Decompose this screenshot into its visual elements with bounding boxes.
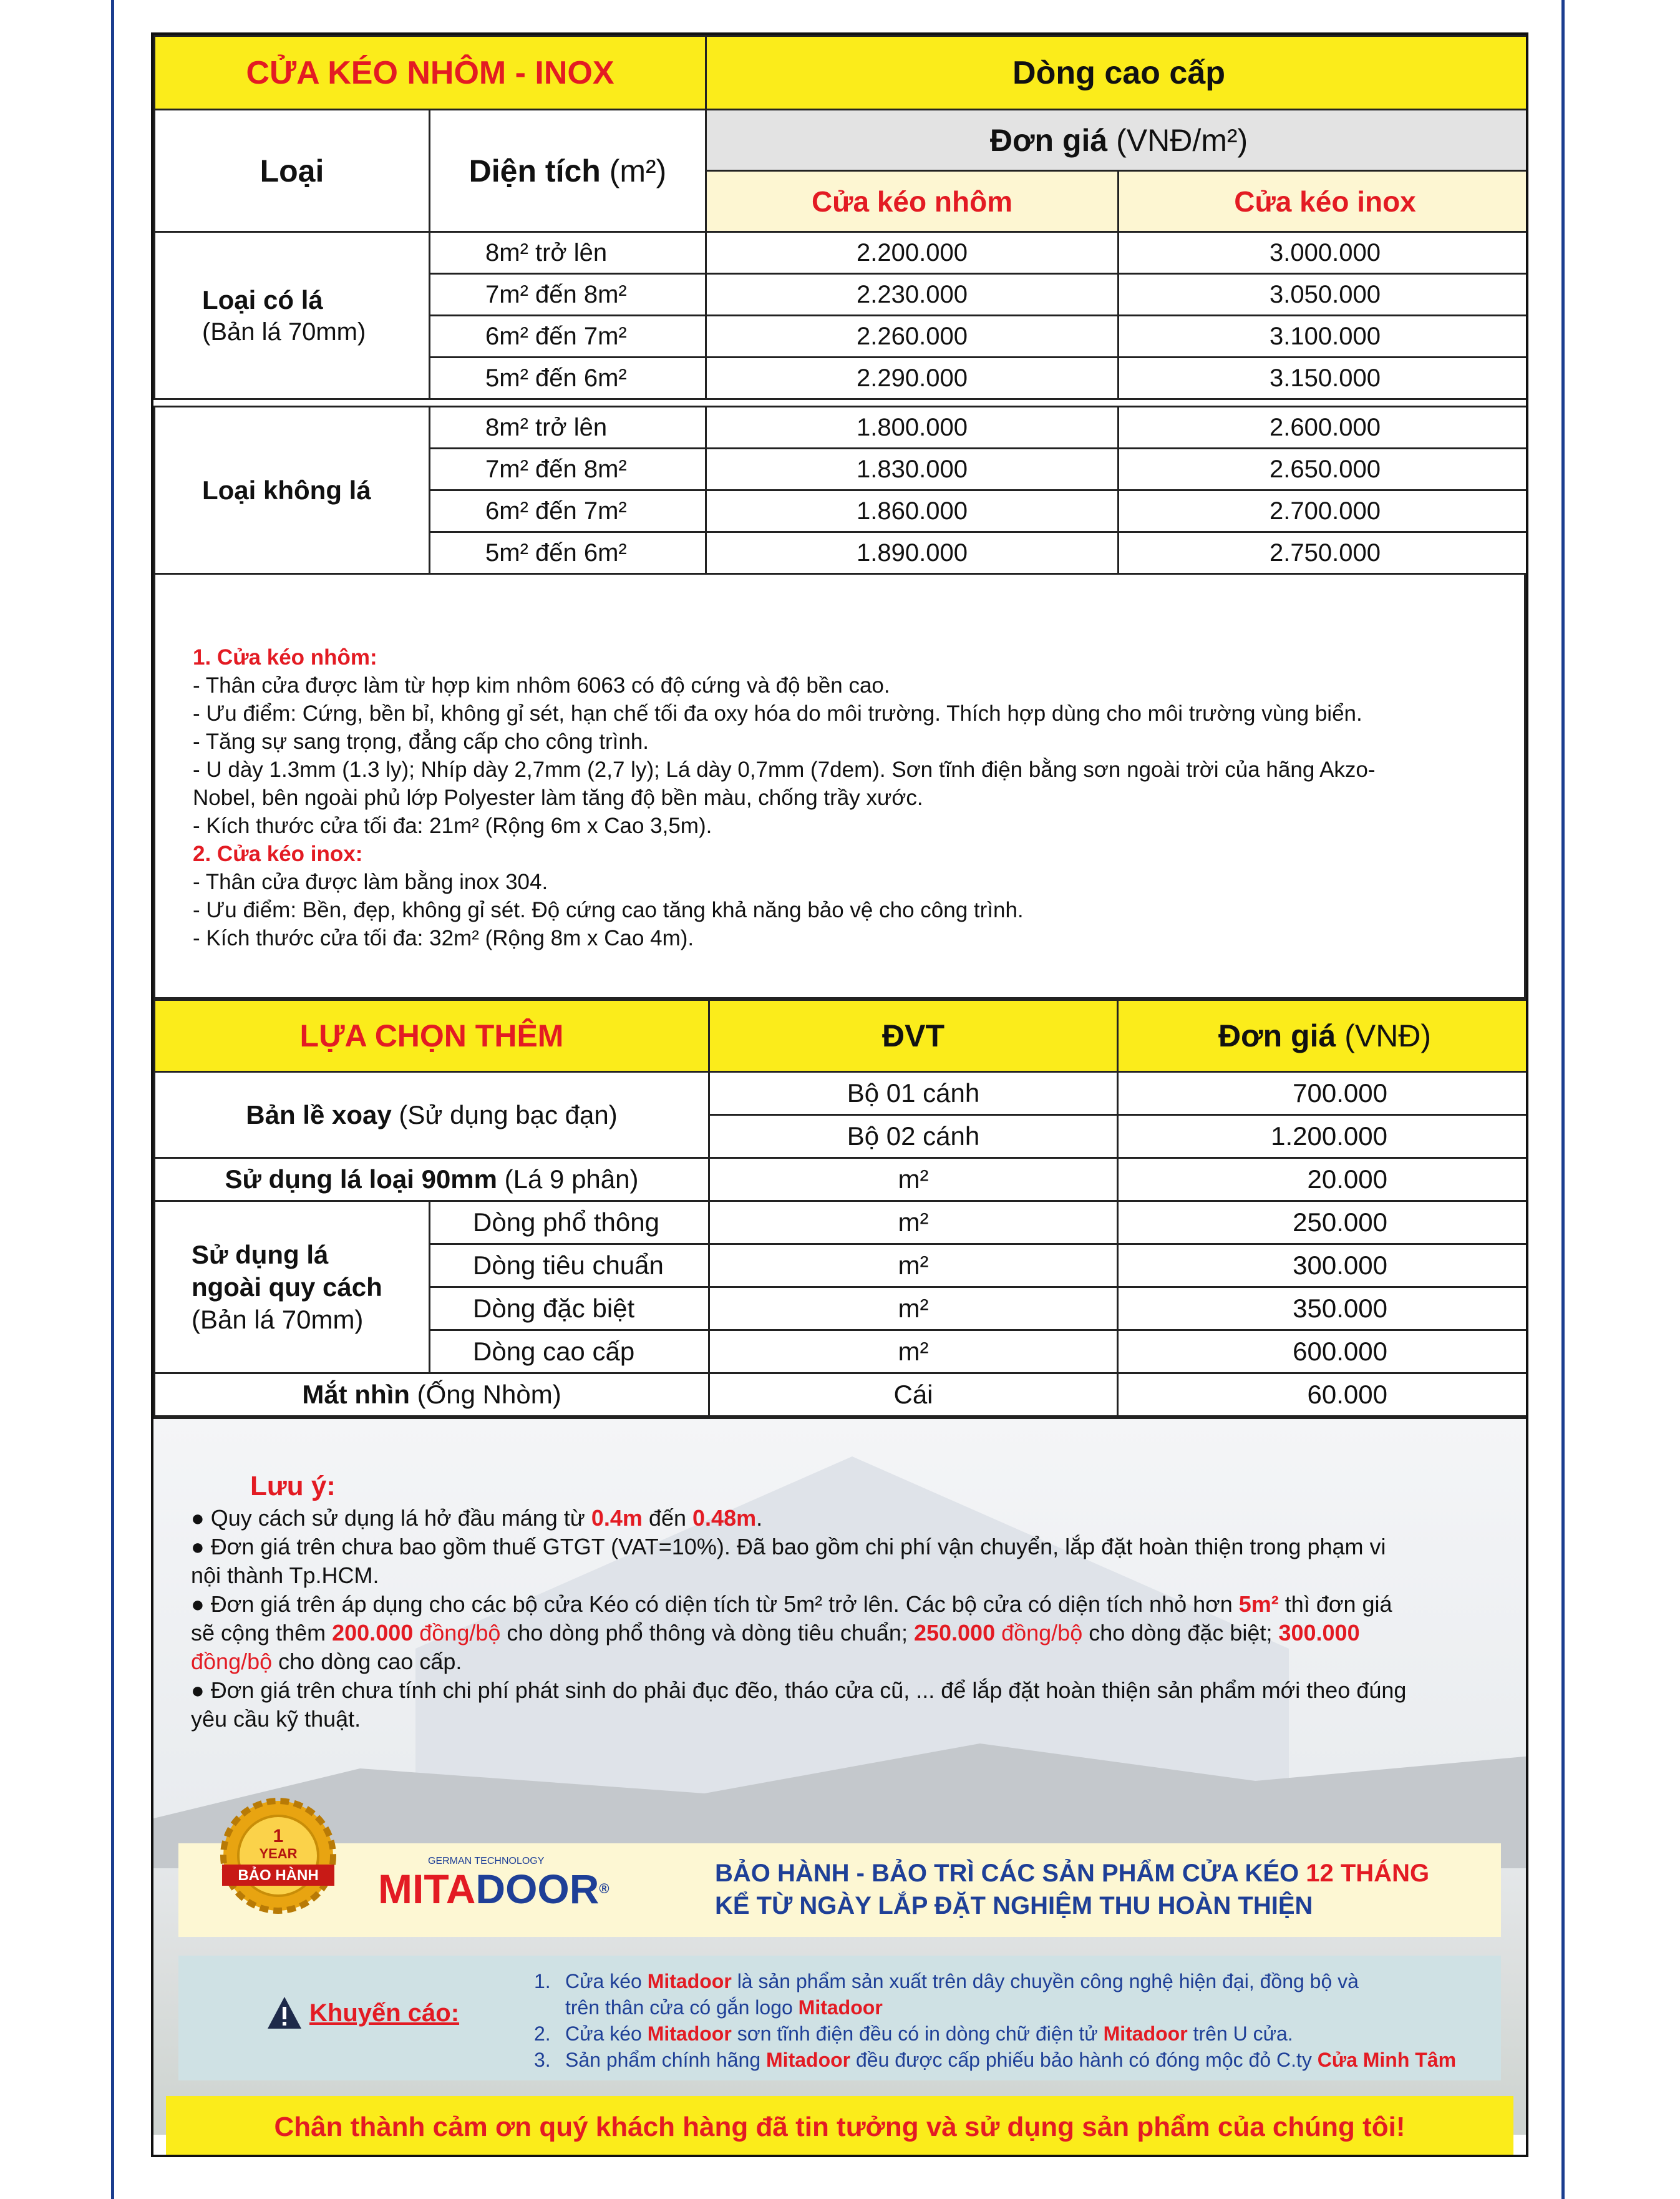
- list-item: trên thân cửa có gắn logo Mitadoor: [565, 1996, 883, 2019]
- thank-you-banner: Chân thành cảm ơn quý khách hàng đã tin tưởng và sử dụng sản phẩm của chúng tôi!: [166, 2096, 1513, 2157]
- unit-cell: Bộ 02 cánh: [709, 1115, 1118, 1158]
- note-heading: 2. Cửa kéo inox:: [193, 842, 363, 866]
- unit-cell: m²: [709, 1330, 1118, 1373]
- options-table: [153, 999, 1528, 1417]
- recommendation-box: [178, 1956, 1501, 2080]
- unit-cell: m²: [709, 1244, 1118, 1287]
- notice-item: ● Quy cách sử dụng lá hở đầu máng từ 0.4m đến 0.48m.: [191, 1505, 763, 1531]
- unit-cell: Bộ 01 cánh: [709, 1072, 1118, 1115]
- custom-slat-option: Sử dụng lá ngoài quy cách (Bản lá 70mm): [155, 1201, 430, 1373]
- price-aluminum: 1.860.000: [706, 490, 1119, 532]
- unit-cell: Cái: [709, 1373, 1118, 1416]
- recommendation-list: [534, 1968, 1456, 2073]
- group-type: Loại không lá: [155, 407, 430, 574]
- col-price: Đơn giá (VNĐ): [1118, 1000, 1529, 1072]
- slat-90-option: Sử dụng lá loại 90mm (Lá 9 phân): [155, 1158, 709, 1201]
- price-cell: 600.000: [1118, 1330, 1529, 1373]
- price-aluminum: 2.200.000: [706, 232, 1119, 274]
- notice-item: ● Đơn giá trên chưa tính chi phí phát sinh do phải đục đẽo, tháo cửa cũ, ... để lắp đặt hoàn thiện sản phẩm mới theo đúng: [191, 1677, 1407, 1703]
- options-title: LỰA CHỌN THÊM: [155, 1000, 709, 1072]
- area-cell: 6m² đến 7m²: [430, 490, 706, 532]
- price-cell: 700.000: [1118, 1072, 1529, 1115]
- warranty-badge-icon: [216, 1793, 341, 1918]
- line-cell: Dòng phổ thông: [430, 1201, 709, 1244]
- list-item: 1. Cửa kéo Mitadoor là sản phẩm sản xuất trên dây chuyền công nghệ hiện đại, đồng bộ và: [534, 1970, 1359, 1992]
- peephole-option: Mắt nhìn (Ống Nhòm): [155, 1373, 709, 1416]
- recommendation-label: Khuyến cáo:: [309, 1999, 460, 2027]
- price-cell: 350.000: [1118, 1287, 1529, 1330]
- list-item: 2. Cửa kéo Mitadoor sơn tĩnh điện đều có in dòng chữ điện tử Mitadoor trên U cửa.: [534, 2022, 1293, 2045]
- unit-cell: m²: [709, 1158, 1118, 1201]
- col-dvt: ĐVT: [709, 1000, 1118, 1072]
- notice-item: ● Đơn giá trên chưa bao gồm thuế GTGT (VAT=10%). Đã bao gồm chi phí vận chuyển, lắp đặt hoàn thiện trong phạm vi: [191, 1534, 1386, 1559]
- notice-title: Lưu ý:: [250, 1471, 336, 1501]
- price-aluminum: 1.800.000: [706, 407, 1119, 449]
- table-title: CỬA KÉO NHÔM - INOX: [155, 36, 706, 110]
- line-cell: Dòng đặc biệt: [430, 1287, 709, 1330]
- group-type: Loại có lá (Bản lá 70mm): [155, 232, 430, 399]
- price-cell: 1.200.000: [1118, 1115, 1529, 1158]
- note-line: - Tăng sự sang trọng, đẳng cấp cho công trình.: [193, 729, 649, 754]
- warranty-banner: [178, 1826, 1501, 1937]
- area-cell: 5m² đến 6m²: [430, 358, 706, 399]
- line-cell: Dòng tiêu chuẩn: [430, 1244, 709, 1287]
- price-table: [153, 35, 1528, 575]
- line-cell: Dòng cao cấp: [430, 1330, 709, 1373]
- svg-text:BẢO HÀNH: BẢO HÀNH: [238, 1867, 319, 1884]
- price-inox: 3.000.000: [1119, 232, 1528, 274]
- price-cell: 250.000: [1118, 1201, 1529, 1244]
- price-inox: 2.650.000: [1119, 449, 1528, 490]
- note-line: - Thân cửa được làm bằng inox 304.: [193, 870, 548, 894]
- col-inox: Cửa kéo inox: [1119, 171, 1528, 232]
- product-line: Dòng cao cấp: [706, 36, 1528, 110]
- unit-cell: m²: [709, 1287, 1118, 1330]
- group-divider: [155, 399, 1529, 407]
- price-aluminum: 1.890.000: [706, 532, 1119, 574]
- price-inox: 3.100.000: [1119, 316, 1528, 358]
- price-inox: 3.150.000: [1119, 358, 1528, 399]
- notice-item: ● Đơn giá trên áp dụng cho các bộ cửa Kéo có diện tích từ 5m² trở lên. Các bộ cửa có diện tích nhỏ hơn 5m² thì đơn giá: [191, 1591, 1392, 1617]
- price-aluminum: 2.290.000: [706, 358, 1119, 399]
- area-cell: 6m² đến 7m²: [430, 316, 706, 358]
- price-aluminum: 2.230.000: [706, 274, 1119, 316]
- price-cell: 300.000: [1118, 1244, 1529, 1287]
- price-inox: 3.050.000: [1119, 274, 1528, 316]
- note-line: - U dày 1.3mm (1.3 ly); Nhíp dày 2,7mm (2,7 ly); Lá dày 0,7mm (7dem). Sơn tĩnh điện bằng sơn ngoài trời của hãng Akzo-: [193, 758, 1376, 782]
- warning-icon: [266, 1994, 303, 2032]
- note-line: - Ưu điểm: Cứng, bền bỉ, không gỉ sét, hạn chế tối đa oxy hóa do môi trường. Thích hợp dùng cho môi trường vùng biển.: [193, 701, 1362, 726]
- area-cell: 5m² đến 6m²: [430, 532, 706, 574]
- price-inox: 2.700.000: [1119, 490, 1528, 532]
- notice-item: nội thành Tp.HCM.: [191, 1563, 379, 1588]
- note-line: - Ưu điểm: Bền, đẹp, không gỉ sét. Độ cứng cao tăng khả năng bảo vệ cho công trình.: [193, 898, 1024, 922]
- area-cell: 7m² đến 8m²: [430, 274, 706, 316]
- col-unit-price: Đơn giá (VNĐ/m²): [706, 110, 1528, 171]
- hinge-option: Bản lề xoay (Sử dụng bạc đạn): [155, 1072, 709, 1158]
- note-line: Nobel, bên ngoài phủ lớp Polyester làm tăng độ bền màu, chống trầy xước.: [193, 786, 923, 810]
- note-line: - Kích thước cửa tối đa: 21m² (Rộng 6m x Cao 3,5m).: [193, 814, 712, 838]
- list-item: 3. Sản phẩm chính hãng Mitadoor đều được cấp phiếu bảo hành có đóng mộc đỏ C.ty Cửa Minh Tâm: [534, 2049, 1457, 2071]
- product-notes: [153, 575, 1526, 999]
- area-cell: 8m² trở lên: [430, 407, 706, 449]
- notice-item: sẽ cộng thêm 200.000 đồng/bộ cho dòng phổ thông và dòng tiêu chuẩn; 250.000 đồng/bộ cho dòng đặc biệt; 300.000: [191, 1620, 1360, 1646]
- area-cell: 7m² đến 8m²: [430, 449, 706, 490]
- price-inox: 2.600.000: [1119, 407, 1528, 449]
- price-cell: 20.000: [1118, 1158, 1529, 1201]
- col-aluminum: Cửa kéo nhôm: [706, 171, 1119, 232]
- bottom-section: [153, 1417, 1526, 2142]
- area-cell: 8m² trở lên: [430, 232, 706, 274]
- unit-cell: m²: [709, 1201, 1118, 1244]
- notice-box: [191, 1469, 1488, 1733]
- price-sheet: [151, 32, 1528, 2157]
- note-heading: 1. Cửa kéo nhôm:: [193, 645, 377, 670]
- price-inox: 2.750.000: [1119, 532, 1528, 574]
- notice-item: yêu cầu kỹ thuật.: [191, 1706, 361, 1732]
- warranty-text: BẢO HÀNH - BẢO TRÌ CÁC SẢN PHẨM CỬA KÉO 12 THÁNG KỂ TỪ NGÀY LẮP ĐẶT NGHIỆM THU HOÀN THIỆN: [715, 1860, 1430, 1919]
- note-line: - Thân cửa được làm từ hợp kim nhôm 6063 có độ cứng và độ bền cao.: [193, 673, 890, 698]
- notice-item: đồng/bộ cho dòng cao cấp.: [191, 1649, 462, 1674]
- price-cell: 60.000: [1118, 1373, 1529, 1416]
- col-area: Diện tích (m²): [430, 110, 706, 232]
- price-aluminum: 2.260.000: [706, 316, 1119, 358]
- mitadoor-logo: GERMAN TECHNOLOGY MITADOOR®: [378, 1856, 609, 1912]
- col-type: Loại: [155, 110, 430, 232]
- svg-text:1: 1: [273, 1826, 284, 1846]
- note-line: - Kích thước cửa tối đa: 32m² (Rộng 8m x Cao 4m).: [193, 926, 694, 950]
- svg-text:YEAR: YEAR: [259, 1846, 298, 1861]
- price-aluminum: 1.830.000: [706, 449, 1119, 490]
